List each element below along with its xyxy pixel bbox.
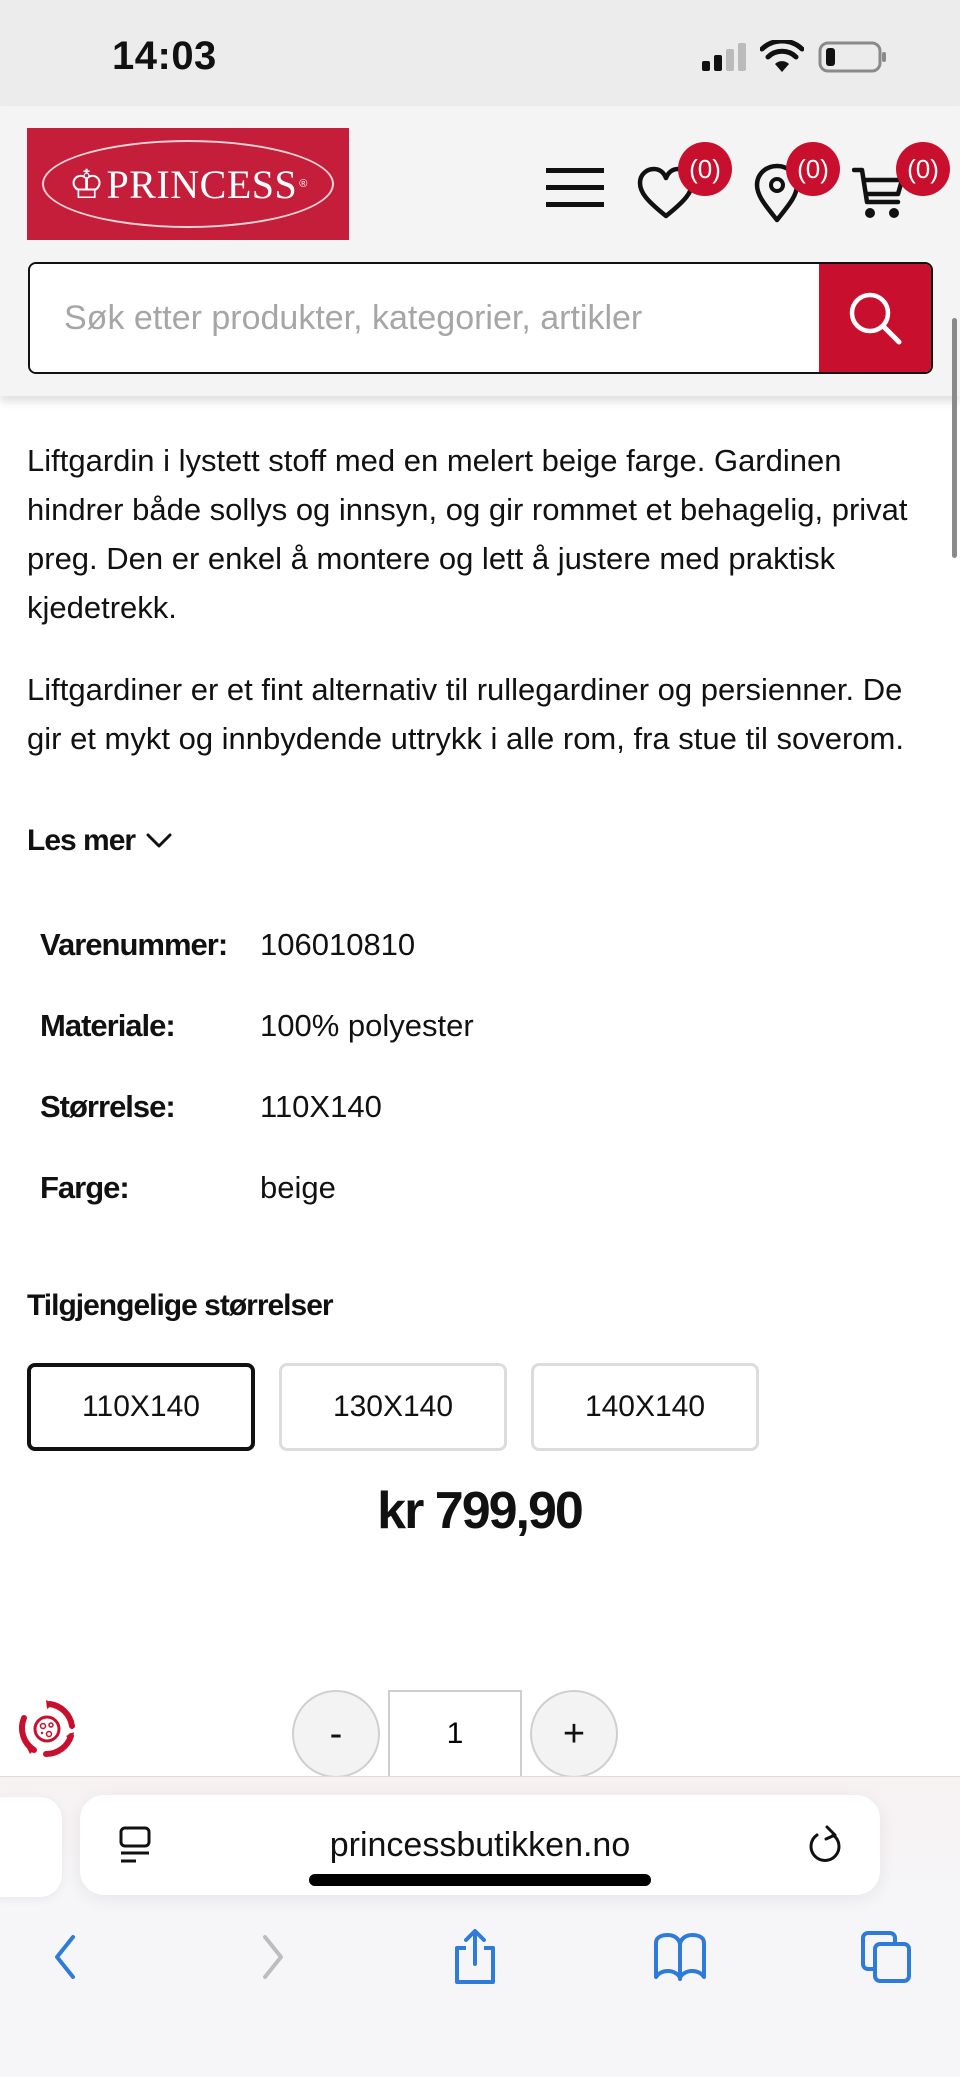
- available-sizes-heading: Tilgjengelige størrelser: [27, 1289, 333, 1322]
- quantity-stepper: [292, 1690, 618, 1778]
- spec-value: 110X140: [260, 1089, 382, 1124]
- logo-oval: [42, 140, 334, 228]
- reload-icon: [805, 1823, 845, 1867]
- reader-page-menu-icon: [118, 1825, 152, 1865]
- description-paragraph: Liftgardiner er et fint alternativ til rullegardiner og persienner. De gir et mykt og innbydende uttrykk i alle rom, fra stue til soverom.: [27, 672, 904, 756]
- hamburger-menu-icon: [546, 168, 604, 208]
- quantity-input[interactable]: [388, 1690, 522, 1778]
- product-price: kr 799,90: [377, 1482, 582, 1540]
- search-bar: [28, 262, 933, 374]
- crown-icon: ♔: [68, 161, 105, 207]
- logo-text: PRINCESS: [106, 161, 298, 207]
- previous-tab-preview[interactable]: [0, 1797, 62, 1897]
- spec-label: Størrelse:: [40, 1089, 175, 1124]
- home-indicator[interactable]: [309, 1874, 651, 1886]
- share-icon: [450, 1928, 500, 1986]
- search-button[interactable]: [819, 264, 931, 372]
- safari-toolbar: [0, 1776, 960, 2077]
- cart-count-badge: (0): [896, 142, 950, 196]
- spec-row-color: [40, 1170, 927, 1251]
- tabs-button[interactable]: [846, 1917, 926, 1997]
- size-option-140x140[interactable]: 140X140: [531, 1363, 759, 1451]
- cart-button[interactable]: [850, 154, 950, 234]
- spec-row-size: [40, 1089, 927, 1170]
- status-bar: [0, 0, 960, 106]
- page-menu-button[interactable]: [80, 1825, 190, 1865]
- battery-icon: [818, 40, 888, 74]
- wishlist-button[interactable]: [636, 154, 736, 234]
- size-option-110x140[interactable]: 110X140: [27, 1363, 255, 1451]
- reload-button[interactable]: [770, 1823, 880, 1867]
- share-button[interactable]: [435, 1917, 515, 1997]
- product-details: [27, 396, 927, 1541]
- chevron-down-icon: [145, 832, 173, 850]
- increase-quantity-button[interactable]: +: [530, 1690, 618, 1778]
- open-book-icon: [652, 1933, 708, 1981]
- search-icon: [845, 288, 905, 348]
- browser-navigation: [0, 1917, 960, 1997]
- read-more-label: Les mer: [27, 824, 136, 857]
- stores-count-badge: (0): [786, 142, 840, 196]
- spec-value: 106010810: [260, 927, 416, 962]
- status-icons: [702, 40, 888, 74]
- decrease-quantity-button[interactable]: -: [292, 1690, 380, 1778]
- spec-label: Varenummer:: [40, 927, 228, 962]
- size-selector: [27, 1363, 927, 1451]
- back-button[interactable]: [24, 1917, 104, 1997]
- menu-button[interactable]: [546, 168, 604, 213]
- read-more-toggle[interactable]: [27, 821, 927, 861]
- spec-row-item-number: [40, 927, 927, 1008]
- spec-row-material: [40, 1008, 927, 1089]
- header-actions: [520, 126, 960, 236]
- spec-value: 100% polyester: [260, 1008, 474, 1043]
- status-time: 14:03: [112, 34, 217, 78]
- description-paragraph: Liftgardin i lystett stoff med en melert beige farge. Gardinen hindrer både sollys og innsyn, og gir rommet et behagelig, privat preg. Den er enkel å montere og lett å justere med praktisk kjedetrekk.: [27, 443, 908, 625]
- princess-logo[interactable]: [27, 128, 349, 240]
- url-text: princessbutikken.no: [329, 1825, 631, 1864]
- site-header: [0, 106, 960, 396]
- spec-label: Materiale:: [40, 1008, 175, 1043]
- recycle-badge-icon[interactable]: [14, 1696, 80, 1762]
- tabs-overview-icon: [859, 1930, 913, 1984]
- store-locator-button[interactable]: [744, 154, 844, 234]
- size-option-130x140[interactable]: 130X140: [279, 1363, 507, 1451]
- wishlist-count-badge: (0): [678, 142, 732, 196]
- spec-table: [40, 927, 927, 1251]
- bookmarks-button[interactable]: [640, 1917, 720, 1997]
- spec-label: Farge:: [40, 1170, 129, 1205]
- chevron-right-icon: [259, 1933, 289, 1981]
- registered-mark: ®: [299, 178, 308, 190]
- cellular-signal-icon: [702, 43, 746, 71]
- search-input[interactable]: [30, 264, 819, 372]
- wifi-icon: [760, 40, 804, 74]
- forward-button[interactable]: [234, 1917, 314, 1997]
- page-scrollbar[interactable]: [952, 318, 957, 558]
- spec-value: beige: [260, 1170, 336, 1205]
- chevron-left-icon: [49, 1933, 79, 1981]
